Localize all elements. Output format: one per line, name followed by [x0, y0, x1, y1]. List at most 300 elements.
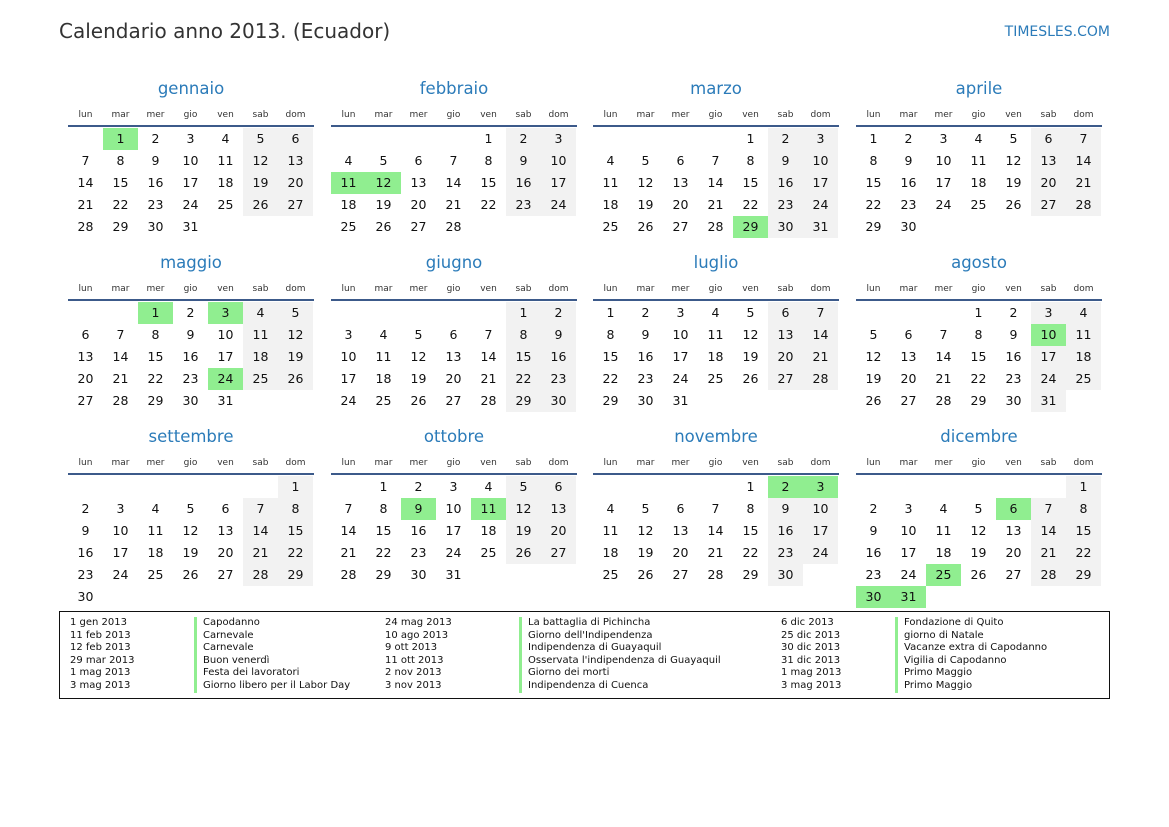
- day-cell[interactable]: 1: [974, 305, 983, 320]
- day-cell[interactable]: 29: [602, 393, 619, 408]
- day-cell[interactable]: 23: [147, 197, 164, 212]
- day-cell[interactable]: 28: [1066, 194, 1101, 216]
- day-cell[interactable]: 8: [379, 501, 388, 516]
- holiday-day-cell[interactable]: 12: [366, 172, 401, 194]
- day-cell[interactable]: 30: [147, 219, 164, 234]
- day-cell[interactable]: 17: [340, 371, 357, 386]
- day-cell[interactable]: 22: [865, 197, 882, 212]
- day-cell[interactable]: 5: [186, 501, 195, 516]
- day-cell[interactable]: 24: [803, 542, 838, 564]
- day-cell[interactable]: 15: [1066, 520, 1101, 542]
- day-cell[interactable]: 29: [1066, 564, 1101, 586]
- day-cell[interactable]: 25: [375, 393, 392, 408]
- day-cell[interactable]: 6: [541, 476, 576, 498]
- day-cell[interactable]: 27: [541, 542, 576, 564]
- day-cell[interactable]: 26: [742, 371, 759, 386]
- day-cell[interactable]: 3: [116, 501, 125, 516]
- day-cell[interactable]: 8: [116, 153, 125, 168]
- day-cell[interactable]: 7: [711, 501, 720, 516]
- day-cell[interactable]: 5: [243, 128, 278, 150]
- day-cell[interactable]: 13: [900, 349, 917, 364]
- day-cell[interactable]: 7: [243, 498, 278, 520]
- day-cell[interactable]: 12: [243, 150, 278, 172]
- day-cell[interactable]: 30: [1005, 393, 1022, 408]
- day-cell[interactable]: 28: [445, 219, 462, 234]
- day-cell[interactable]: 18: [935, 545, 952, 560]
- day-cell[interactable]: 18: [1066, 346, 1101, 368]
- day-cell[interactable]: 19: [637, 545, 654, 560]
- day-cell[interactable]: 27: [672, 567, 689, 582]
- day-cell[interactable]: 25: [602, 567, 619, 582]
- day-cell[interactable]: 13: [768, 324, 803, 346]
- day-cell[interactable]: 4: [379, 327, 388, 342]
- day-cell[interactable]: 5: [414, 327, 423, 342]
- day-cell[interactable]: 14: [803, 324, 838, 346]
- day-cell[interactable]: 24: [340, 393, 357, 408]
- day-cell[interactable]: 27: [768, 368, 803, 390]
- day-cell[interactable]: 28: [77, 219, 94, 234]
- holiday-day-cell[interactable]: 30: [856, 586, 891, 608]
- day-cell[interactable]: 12: [182, 523, 199, 538]
- day-cell[interactable]: 30: [637, 393, 654, 408]
- day-cell[interactable]: 30: [77, 589, 94, 604]
- day-cell[interactable]: 7: [116, 327, 125, 342]
- day-cell[interactable]: 4: [606, 153, 615, 168]
- day-cell[interactable]: 22: [742, 545, 759, 560]
- day-cell[interactable]: 24: [803, 194, 838, 216]
- holiday-day-cell[interactable]: 1: [138, 302, 173, 324]
- day-cell[interactable]: 7: [1031, 498, 1066, 520]
- day-cell[interactable]: 24: [1031, 368, 1066, 390]
- day-cell[interactable]: 16: [77, 545, 94, 560]
- day-cell[interactable]: 21: [707, 545, 724, 560]
- day-cell[interactable]: 22: [970, 371, 987, 386]
- day-cell[interactable]: 21: [1031, 542, 1066, 564]
- day-cell[interactable]: 9: [768, 498, 803, 520]
- day-cell[interactable]: 2: [541, 302, 576, 324]
- day-cell[interactable]: 10: [803, 498, 838, 520]
- day-cell[interactable]: 11: [243, 324, 278, 346]
- day-cell[interactable]: 3: [186, 131, 195, 146]
- day-cell[interactable]: 8: [606, 327, 615, 342]
- day-cell[interactable]: 29: [970, 393, 987, 408]
- day-cell[interactable]: 2: [641, 305, 650, 320]
- day-cell[interactable]: 13: [672, 175, 689, 190]
- day-cell[interactable]: 22: [480, 197, 497, 212]
- day-cell[interactable]: 9: [904, 153, 913, 168]
- day-cell[interactable]: 20: [1005, 545, 1022, 560]
- day-cell[interactable]: 6: [904, 327, 913, 342]
- day-cell[interactable]: 19: [970, 545, 987, 560]
- day-cell[interactable]: 18: [602, 197, 619, 212]
- day-cell[interactable]: 8: [151, 327, 160, 342]
- day-cell[interactable]: 10: [112, 523, 129, 538]
- day-cell[interactable]: 2: [186, 305, 195, 320]
- day-cell[interactable]: 4: [939, 501, 948, 516]
- day-cell[interactable]: 5: [869, 327, 878, 342]
- holiday-day-cell[interactable]: 25: [926, 564, 961, 586]
- day-cell[interactable]: 17: [935, 175, 952, 190]
- day-cell[interactable]: 2: [414, 479, 423, 494]
- day-cell[interactable]: 21: [480, 371, 497, 386]
- day-cell[interactable]: 26: [243, 194, 278, 216]
- day-cell[interactable]: 21: [243, 542, 278, 564]
- day-cell[interactable]: 17: [112, 545, 129, 560]
- day-cell[interactable]: 24: [445, 545, 462, 560]
- day-cell[interactable]: 18: [217, 175, 234, 190]
- day-cell[interactable]: 10: [672, 327, 689, 342]
- day-cell[interactable]: 23: [506, 194, 541, 216]
- holiday-day-cell[interactable]: 11: [471, 498, 506, 520]
- day-cell[interactable]: 13: [1031, 150, 1066, 172]
- day-cell[interactable]: 26: [1005, 197, 1022, 212]
- day-cell[interactable]: 3: [344, 327, 353, 342]
- holiday-day-cell[interactable]: 3: [803, 476, 838, 498]
- day-cell[interactable]: 9: [541, 324, 576, 346]
- day-cell[interactable]: 16: [147, 175, 164, 190]
- day-cell[interactable]: 12: [410, 349, 427, 364]
- day-cell[interactable]: 11: [1066, 324, 1101, 346]
- day-cell[interactable]: 29: [278, 564, 313, 586]
- day-cell[interactable]: 27: [672, 219, 689, 234]
- day-cell[interactable]: 27: [77, 393, 94, 408]
- day-cell[interactable]: 20: [1031, 172, 1066, 194]
- day-cell[interactable]: 5: [1009, 131, 1018, 146]
- day-cell[interactable]: 9: [81, 523, 90, 538]
- day-cell[interactable]: 22: [742, 197, 759, 212]
- day-cell[interactable]: 3: [939, 131, 948, 146]
- day-cell[interactable]: 28: [1031, 564, 1066, 586]
- day-cell[interactable]: 16: [768, 172, 803, 194]
- day-cell[interactable]: 21: [77, 197, 94, 212]
- day-cell[interactable]: 29: [506, 390, 541, 412]
- day-cell[interactable]: 23: [768, 194, 803, 216]
- day-cell[interactable]: 7: [81, 153, 90, 168]
- day-cell[interactable]: 7: [1066, 128, 1101, 150]
- day-cell[interactable]: 12: [637, 523, 654, 538]
- day-cell[interactable]: 30: [900, 219, 917, 234]
- day-cell[interactable]: 22: [602, 371, 619, 386]
- day-cell[interactable]: 19: [1005, 175, 1022, 190]
- day-cell[interactable]: 5: [641, 501, 650, 516]
- day-cell[interactable]: 5: [278, 302, 313, 324]
- day-cell[interactable]: 13: [217, 523, 234, 538]
- day-cell[interactable]: 3: [1031, 302, 1066, 324]
- day-cell[interactable]: 17: [672, 349, 689, 364]
- day-cell[interactable]: 23: [1005, 371, 1022, 386]
- day-cell[interactable]: 17: [217, 349, 234, 364]
- day-cell[interactable]: 13: [445, 349, 462, 364]
- day-cell[interactable]: 10: [340, 349, 357, 364]
- day-cell[interactable]: 9: [186, 327, 195, 342]
- day-cell[interactable]: 9: [1009, 327, 1018, 342]
- day-cell[interactable]: 29: [865, 219, 882, 234]
- day-cell[interactable]: 2: [1009, 305, 1018, 320]
- day-cell[interactable]: 16: [768, 520, 803, 542]
- day-cell[interactable]: 8: [278, 498, 313, 520]
- day-cell[interactable]: 7: [711, 153, 720, 168]
- day-cell[interactable]: 23: [637, 371, 654, 386]
- day-cell[interactable]: 11: [217, 153, 234, 168]
- day-cell[interactable]: 18: [147, 545, 164, 560]
- brand-link[interactable]: TIMESLES.COM: [1004, 24, 1110, 40]
- day-cell[interactable]: 25: [707, 371, 724, 386]
- day-cell[interactable]: 15: [147, 349, 164, 364]
- day-cell[interactable]: 4: [711, 305, 720, 320]
- holiday-day-cell[interactable]: 31: [891, 586, 926, 608]
- day-cell[interactable]: 25: [340, 219, 357, 234]
- day-cell[interactable]: 6: [278, 128, 313, 150]
- day-cell[interactable]: 20: [77, 371, 94, 386]
- day-cell[interactable]: 10: [541, 150, 576, 172]
- day-cell[interactable]: 30: [541, 390, 576, 412]
- day-cell[interactable]: 7: [803, 302, 838, 324]
- day-cell[interactable]: 11: [602, 523, 619, 538]
- day-cell[interactable]: 20: [672, 197, 689, 212]
- day-cell[interactable]: 16: [865, 545, 882, 560]
- day-cell[interactable]: 26: [182, 567, 199, 582]
- day-cell[interactable]: 16: [541, 346, 576, 368]
- day-cell[interactable]: 18: [375, 371, 392, 386]
- day-cell[interactable]: 14: [935, 349, 952, 364]
- day-cell[interactable]: 14: [1031, 520, 1066, 542]
- day-cell[interactable]: 19: [410, 371, 427, 386]
- day-cell[interactable]: 19: [865, 371, 882, 386]
- day-cell[interactable]: 16: [506, 172, 541, 194]
- day-cell[interactable]: 22: [1066, 542, 1101, 564]
- day-cell[interactable]: 23: [77, 567, 94, 582]
- day-cell[interactable]: 22: [278, 542, 313, 564]
- day-cell[interactable]: 6: [1031, 128, 1066, 150]
- day-cell[interactable]: 21: [340, 545, 357, 560]
- day-cell[interactable]: 6: [414, 153, 423, 168]
- day-cell[interactable]: 14: [707, 175, 724, 190]
- day-cell[interactable]: 15: [742, 523, 759, 538]
- day-cell[interactable]: 20: [541, 520, 576, 542]
- day-cell[interactable]: 17: [541, 172, 576, 194]
- day-cell[interactable]: 23: [900, 197, 917, 212]
- day-cell[interactable]: 27: [278, 194, 313, 216]
- day-cell[interactable]: 5: [379, 153, 388, 168]
- day-cell[interactable]: 11: [147, 523, 164, 538]
- day-cell[interactable]: 16: [182, 349, 199, 364]
- day-cell[interactable]: 30: [182, 393, 199, 408]
- day-cell[interactable]: 24: [935, 197, 952, 212]
- day-cell[interactable]: 21: [1066, 172, 1101, 194]
- day-cell[interactable]: 23: [182, 371, 199, 386]
- day-cell[interactable]: 31: [445, 567, 462, 582]
- day-cell[interactable]: 20: [278, 172, 313, 194]
- day-cell[interactable]: 21: [112, 371, 129, 386]
- day-cell[interactable]: 8: [506, 324, 541, 346]
- day-cell[interactable]: 20: [445, 371, 462, 386]
- day-cell[interactable]: 15: [970, 349, 987, 364]
- day-cell[interactable]: 25: [480, 545, 497, 560]
- day-cell[interactable]: 24: [541, 194, 576, 216]
- day-cell[interactable]: 9: [768, 150, 803, 172]
- day-cell[interactable]: 18: [480, 523, 497, 538]
- day-cell[interactable]: 1: [746, 131, 755, 146]
- day-cell[interactable]: 4: [974, 131, 983, 146]
- day-cell[interactable]: 23: [768, 542, 803, 564]
- day-cell[interactable]: 17: [803, 520, 838, 542]
- day-cell[interactable]: 25: [970, 197, 987, 212]
- day-cell[interactable]: 3: [449, 479, 458, 494]
- holiday-day-cell[interactable]: 10: [1031, 324, 1066, 346]
- day-cell[interactable]: 25: [602, 219, 619, 234]
- day-cell[interactable]: 21: [803, 346, 838, 368]
- day-cell[interactable]: 8: [869, 153, 878, 168]
- day-cell[interactable]: 16: [637, 349, 654, 364]
- day-cell[interactable]: 14: [340, 523, 357, 538]
- day-cell[interactable]: 12: [637, 175, 654, 190]
- holiday-day-cell[interactable]: 1: [103, 128, 138, 150]
- day-cell[interactable]: 4: [606, 501, 615, 516]
- day-cell[interactable]: 20: [768, 346, 803, 368]
- day-cell[interactable]: 26: [506, 542, 541, 564]
- day-cell[interactable]: 26: [410, 393, 427, 408]
- day-cell[interactable]: 9: [869, 523, 878, 538]
- day-cell[interactable]: 17: [900, 545, 917, 560]
- holiday-day-cell[interactable]: 29: [733, 216, 768, 238]
- day-cell[interactable]: 11: [602, 175, 619, 190]
- day-cell[interactable]: 28: [707, 219, 724, 234]
- day-cell[interactable]: 19: [278, 346, 313, 368]
- day-cell[interactable]: 14: [77, 175, 94, 190]
- day-cell[interactable]: 3: [904, 501, 913, 516]
- day-cell[interactable]: 2: [81, 501, 90, 516]
- day-cell[interactable]: 3: [541, 128, 576, 150]
- day-cell[interactable]: 25: [147, 567, 164, 582]
- day-cell[interactable]: 19: [375, 197, 392, 212]
- day-cell[interactable]: 10: [900, 523, 917, 538]
- day-cell[interactable]: 2: [151, 131, 160, 146]
- day-cell[interactable]: 8: [484, 153, 493, 168]
- day-cell[interactable]: 2: [904, 131, 913, 146]
- day-cell[interactable]: 21: [707, 197, 724, 212]
- day-cell[interactable]: 28: [803, 368, 838, 390]
- day-cell[interactable]: 18: [602, 545, 619, 560]
- day-cell[interactable]: 11: [935, 523, 952, 538]
- day-cell[interactable]: 4: [1066, 302, 1101, 324]
- day-cell[interactable]: 28: [243, 564, 278, 586]
- day-cell[interactable]: 30: [768, 216, 803, 238]
- day-cell[interactable]: 27: [217, 567, 234, 582]
- day-cell[interactable]: 27: [900, 393, 917, 408]
- day-cell[interactable]: 26: [375, 219, 392, 234]
- day-cell[interactable]: 24: [182, 197, 199, 212]
- day-cell[interactable]: 19: [243, 172, 278, 194]
- day-cell[interactable]: 7: [484, 327, 493, 342]
- day-cell[interactable]: 10: [445, 501, 462, 516]
- day-cell[interactable]: 6: [81, 327, 90, 342]
- day-cell[interactable]: 22: [506, 368, 541, 390]
- day-cell[interactable]: 25: [217, 197, 234, 212]
- day-cell[interactable]: 1: [278, 476, 313, 498]
- day-cell[interactable]: 20: [900, 371, 917, 386]
- day-cell[interactable]: 31: [217, 393, 234, 408]
- day-cell[interactable]: 1: [484, 131, 493, 146]
- day-cell[interactable]: 7: [939, 327, 948, 342]
- day-cell[interactable]: 2: [768, 128, 803, 150]
- holiday-day-cell[interactable]: 24: [208, 368, 243, 390]
- day-cell[interactable]: 15: [742, 175, 759, 190]
- day-cell[interactable]: 13: [77, 349, 94, 364]
- day-cell[interactable]: 28: [480, 393, 497, 408]
- day-cell[interactable]: 31: [803, 216, 838, 238]
- day-cell[interactable]: 21: [935, 371, 952, 386]
- day-cell[interactable]: 13: [410, 175, 427, 190]
- day-cell[interactable]: 6: [676, 153, 685, 168]
- day-cell[interactable]: 23: [541, 368, 576, 390]
- day-cell[interactable]: 13: [541, 498, 576, 520]
- day-cell[interactable]: 24: [112, 567, 129, 582]
- day-cell[interactable]: 7: [344, 501, 353, 516]
- day-cell[interactable]: 1: [869, 131, 878, 146]
- day-cell[interactable]: 16: [410, 523, 427, 538]
- day-cell[interactable]: 17: [1031, 346, 1066, 368]
- day-cell[interactable]: 6: [768, 302, 803, 324]
- day-cell[interactable]: 13: [672, 523, 689, 538]
- day-cell[interactable]: 14: [445, 175, 462, 190]
- day-cell[interactable]: 31: [672, 393, 689, 408]
- day-cell[interactable]: 20: [217, 545, 234, 560]
- day-cell[interactable]: 15: [506, 346, 541, 368]
- day-cell[interactable]: 24: [672, 371, 689, 386]
- day-cell[interactable]: 18: [970, 175, 987, 190]
- day-cell[interactable]: 2: [506, 128, 541, 150]
- day-cell[interactable]: 19: [182, 545, 199, 560]
- day-cell[interactable]: 14: [1066, 150, 1101, 172]
- day-cell[interactable]: 15: [602, 349, 619, 364]
- day-cell[interactable]: 27: [445, 393, 462, 408]
- day-cell[interactable]: 28: [112, 393, 129, 408]
- day-cell[interactable]: 28: [340, 567, 357, 582]
- day-cell[interactable]: 4: [344, 153, 353, 168]
- day-cell[interactable]: 16: [1005, 349, 1022, 364]
- day-cell[interactable]: 29: [742, 567, 759, 582]
- day-cell[interactable]: 12: [970, 523, 987, 538]
- day-cell[interactable]: 1: [506, 302, 541, 324]
- day-cell[interactable]: 16: [900, 175, 917, 190]
- day-cell[interactable]: 10: [182, 153, 199, 168]
- day-cell[interactable]: 5: [746, 305, 755, 320]
- day-cell[interactable]: 4: [243, 302, 278, 324]
- day-cell[interactable]: 7: [449, 153, 458, 168]
- day-cell[interactable]: 29: [147, 393, 164, 408]
- day-cell[interactable]: 30: [410, 567, 427, 582]
- holiday-day-cell[interactable]: 11: [331, 172, 366, 194]
- day-cell[interactable]: 26: [637, 567, 654, 582]
- day-cell[interactable]: 26: [278, 368, 313, 390]
- day-cell[interactable]: 10: [935, 153, 952, 168]
- day-cell[interactable]: 17: [445, 523, 462, 538]
- day-cell[interactable]: 15: [480, 175, 497, 190]
- day-cell[interactable]: 14: [480, 349, 497, 364]
- day-cell[interactable]: 9: [506, 150, 541, 172]
- day-cell[interactable]: 5: [641, 153, 650, 168]
- day-cell[interactable]: 19: [637, 197, 654, 212]
- day-cell[interactable]: 22: [375, 545, 392, 560]
- day-cell[interactable]: 20: [672, 545, 689, 560]
- day-cell[interactable]: 4: [151, 501, 160, 516]
- holiday-day-cell[interactable]: 3: [208, 302, 243, 324]
- day-cell[interactable]: 10: [217, 327, 234, 342]
- day-cell[interactable]: 26: [970, 567, 987, 582]
- day-cell[interactable]: 29: [375, 567, 392, 582]
- day-cell[interactable]: 10: [803, 150, 838, 172]
- day-cell[interactable]: 11: [375, 349, 392, 364]
